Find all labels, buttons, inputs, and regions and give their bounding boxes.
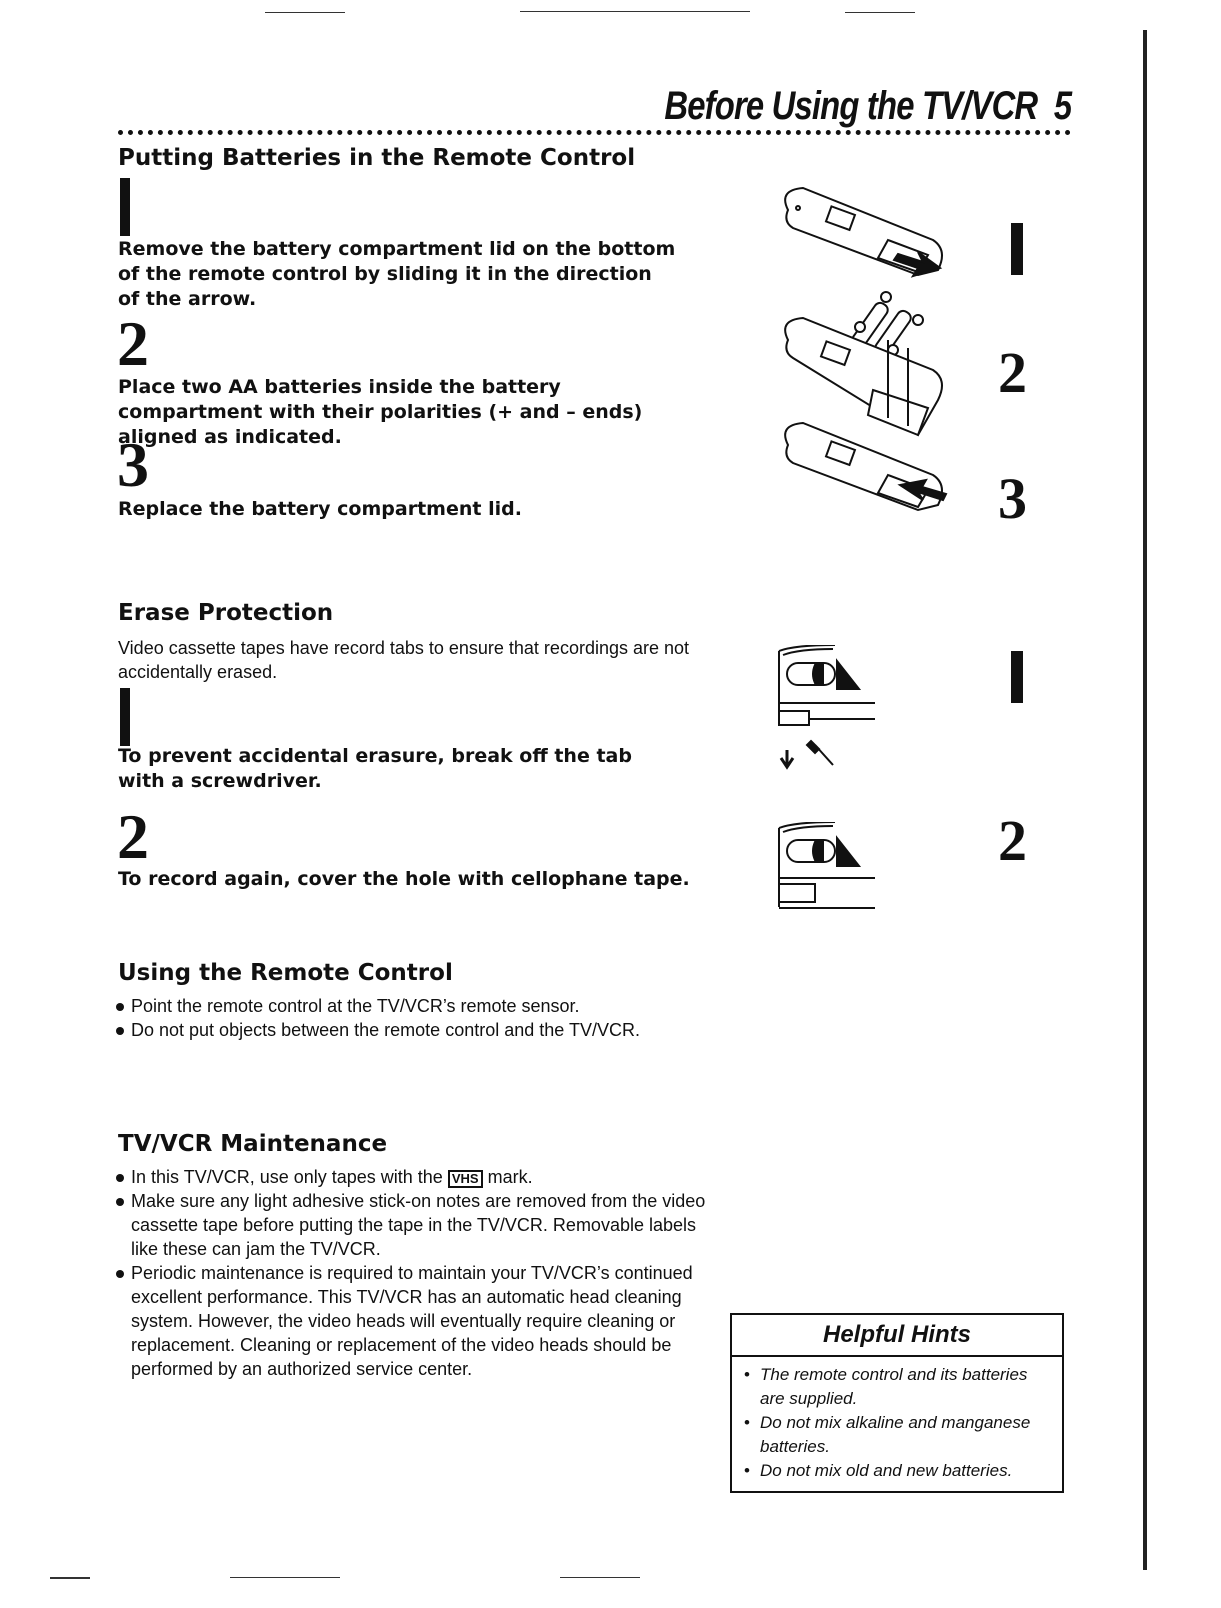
erase-step-1-text: To prevent accidental erasure, break off the tab with a screwdriver. (118, 745, 632, 792)
maintenance-heading: TV/VCR Maintenance (118, 1131, 388, 1157)
bottom-scan-artifact (50, 1577, 90, 1579)
erase-figure-label-1 (1011, 651, 1023, 703)
erase-figure-label-2: 2 (998, 808, 1027, 873)
maintenance-bullet: Make sure any light adhesive stick-on notes are removed from the video cassette tape before putting the tape in the TV/VCR. Removable labels like these can jam the TV/VCR. (116, 1189, 706, 1261)
erase-step-number-2: 2 (117, 801, 149, 872)
top-scan-artifact (265, 12, 345, 13)
remote-heading: Using the Remote Control (118, 960, 453, 986)
page-edge-bar (1143, 30, 1147, 1570)
figure-label-2: 2 (998, 340, 1027, 405)
erase-heading: Erase Protection (118, 600, 334, 626)
remote-bullet-list (116, 994, 646, 1042)
bottom-scan-artifact (230, 1577, 340, 1578)
battery-step-1-text: Remove the battery compartment lid on the bottom of the remote control by sliding it in the direction of the arrow. (118, 238, 676, 310)
cassette-taped-illustration (775, 822, 885, 917)
header-title: Before Using the TV/VCR (664, 84, 1037, 128)
top-scan-artifact (845, 12, 915, 13)
remote-bullet: Do not put objects between the remote control and the TV/VCR. (116, 1018, 646, 1042)
erase-step-number-1 (120, 688, 130, 746)
erase-intro: Video cassette tapes have record tabs to ensure that recordings are not accidentally erased. (118, 638, 690, 682)
helpful-hints-list (732, 1363, 1062, 1483)
hint-item: • The remote control and its batteries are supplied. (744, 1363, 1054, 1411)
vhs-logo: VHS (448, 1170, 483, 1188)
battery-step-2-text: Place two AA batteries inside the battery compartment with their polarities (+ and – ends) aligned as indicated. (118, 376, 643, 448)
battery-step-3-text: Replace the battery compartment lid. (118, 498, 522, 520)
maintenance-bullet-1-after: mark. (487, 1167, 533, 1187)
page-number: 5 (1053, 84, 1071, 128)
step-number-1 (120, 178, 130, 236)
page-header (664, 84, 1071, 129)
helpful-hints-title: Helpful Hints (732, 1315, 1062, 1357)
batteries-heading: Putting Batteries in the Remote Control (118, 145, 636, 171)
figure-label-1 (1011, 223, 1023, 275)
step-number-3: 3 (117, 429, 149, 500)
maintenance-bullet-1-before: In this TV/VCR, use only tapes with the (131, 1167, 443, 1187)
erase-step-2-text: To record again, cover the hole with cellophane tape. (118, 868, 690, 890)
header-dotted-rule (118, 130, 1071, 135)
battery-remote-illustration (768, 180, 968, 530)
remote-bullet: Point the remote control at the TV/VCR’s remote sensor. (116, 994, 646, 1018)
bottom-scan-artifact (560, 1577, 640, 1578)
maintenance-bullet-list (116, 1165, 706, 1381)
top-scan-artifact (520, 11, 750, 12)
cassette-tab-illustration (775, 645, 885, 785)
hint-item: • Do not mix old and new batteries. (744, 1459, 1054, 1483)
step-number-2: 2 (117, 308, 149, 379)
figure-label-3: 3 (998, 466, 1027, 531)
maintenance-bullet: Periodic maintenance is required to maintain your TV/VCR’s continued excellent performance. This TV/VCR has an automatic head cleaning system. However, the video heads will eventually require cleaning or replacement. Cleaning or replacement of the video heads should be performed by an authorized service center. (116, 1261, 706, 1381)
hint-item: • Do not mix alkaline and manganese batteries. (744, 1411, 1054, 1459)
helpful-hints-box (730, 1313, 1064, 1493)
maintenance-bullet (116, 1165, 706, 1189)
